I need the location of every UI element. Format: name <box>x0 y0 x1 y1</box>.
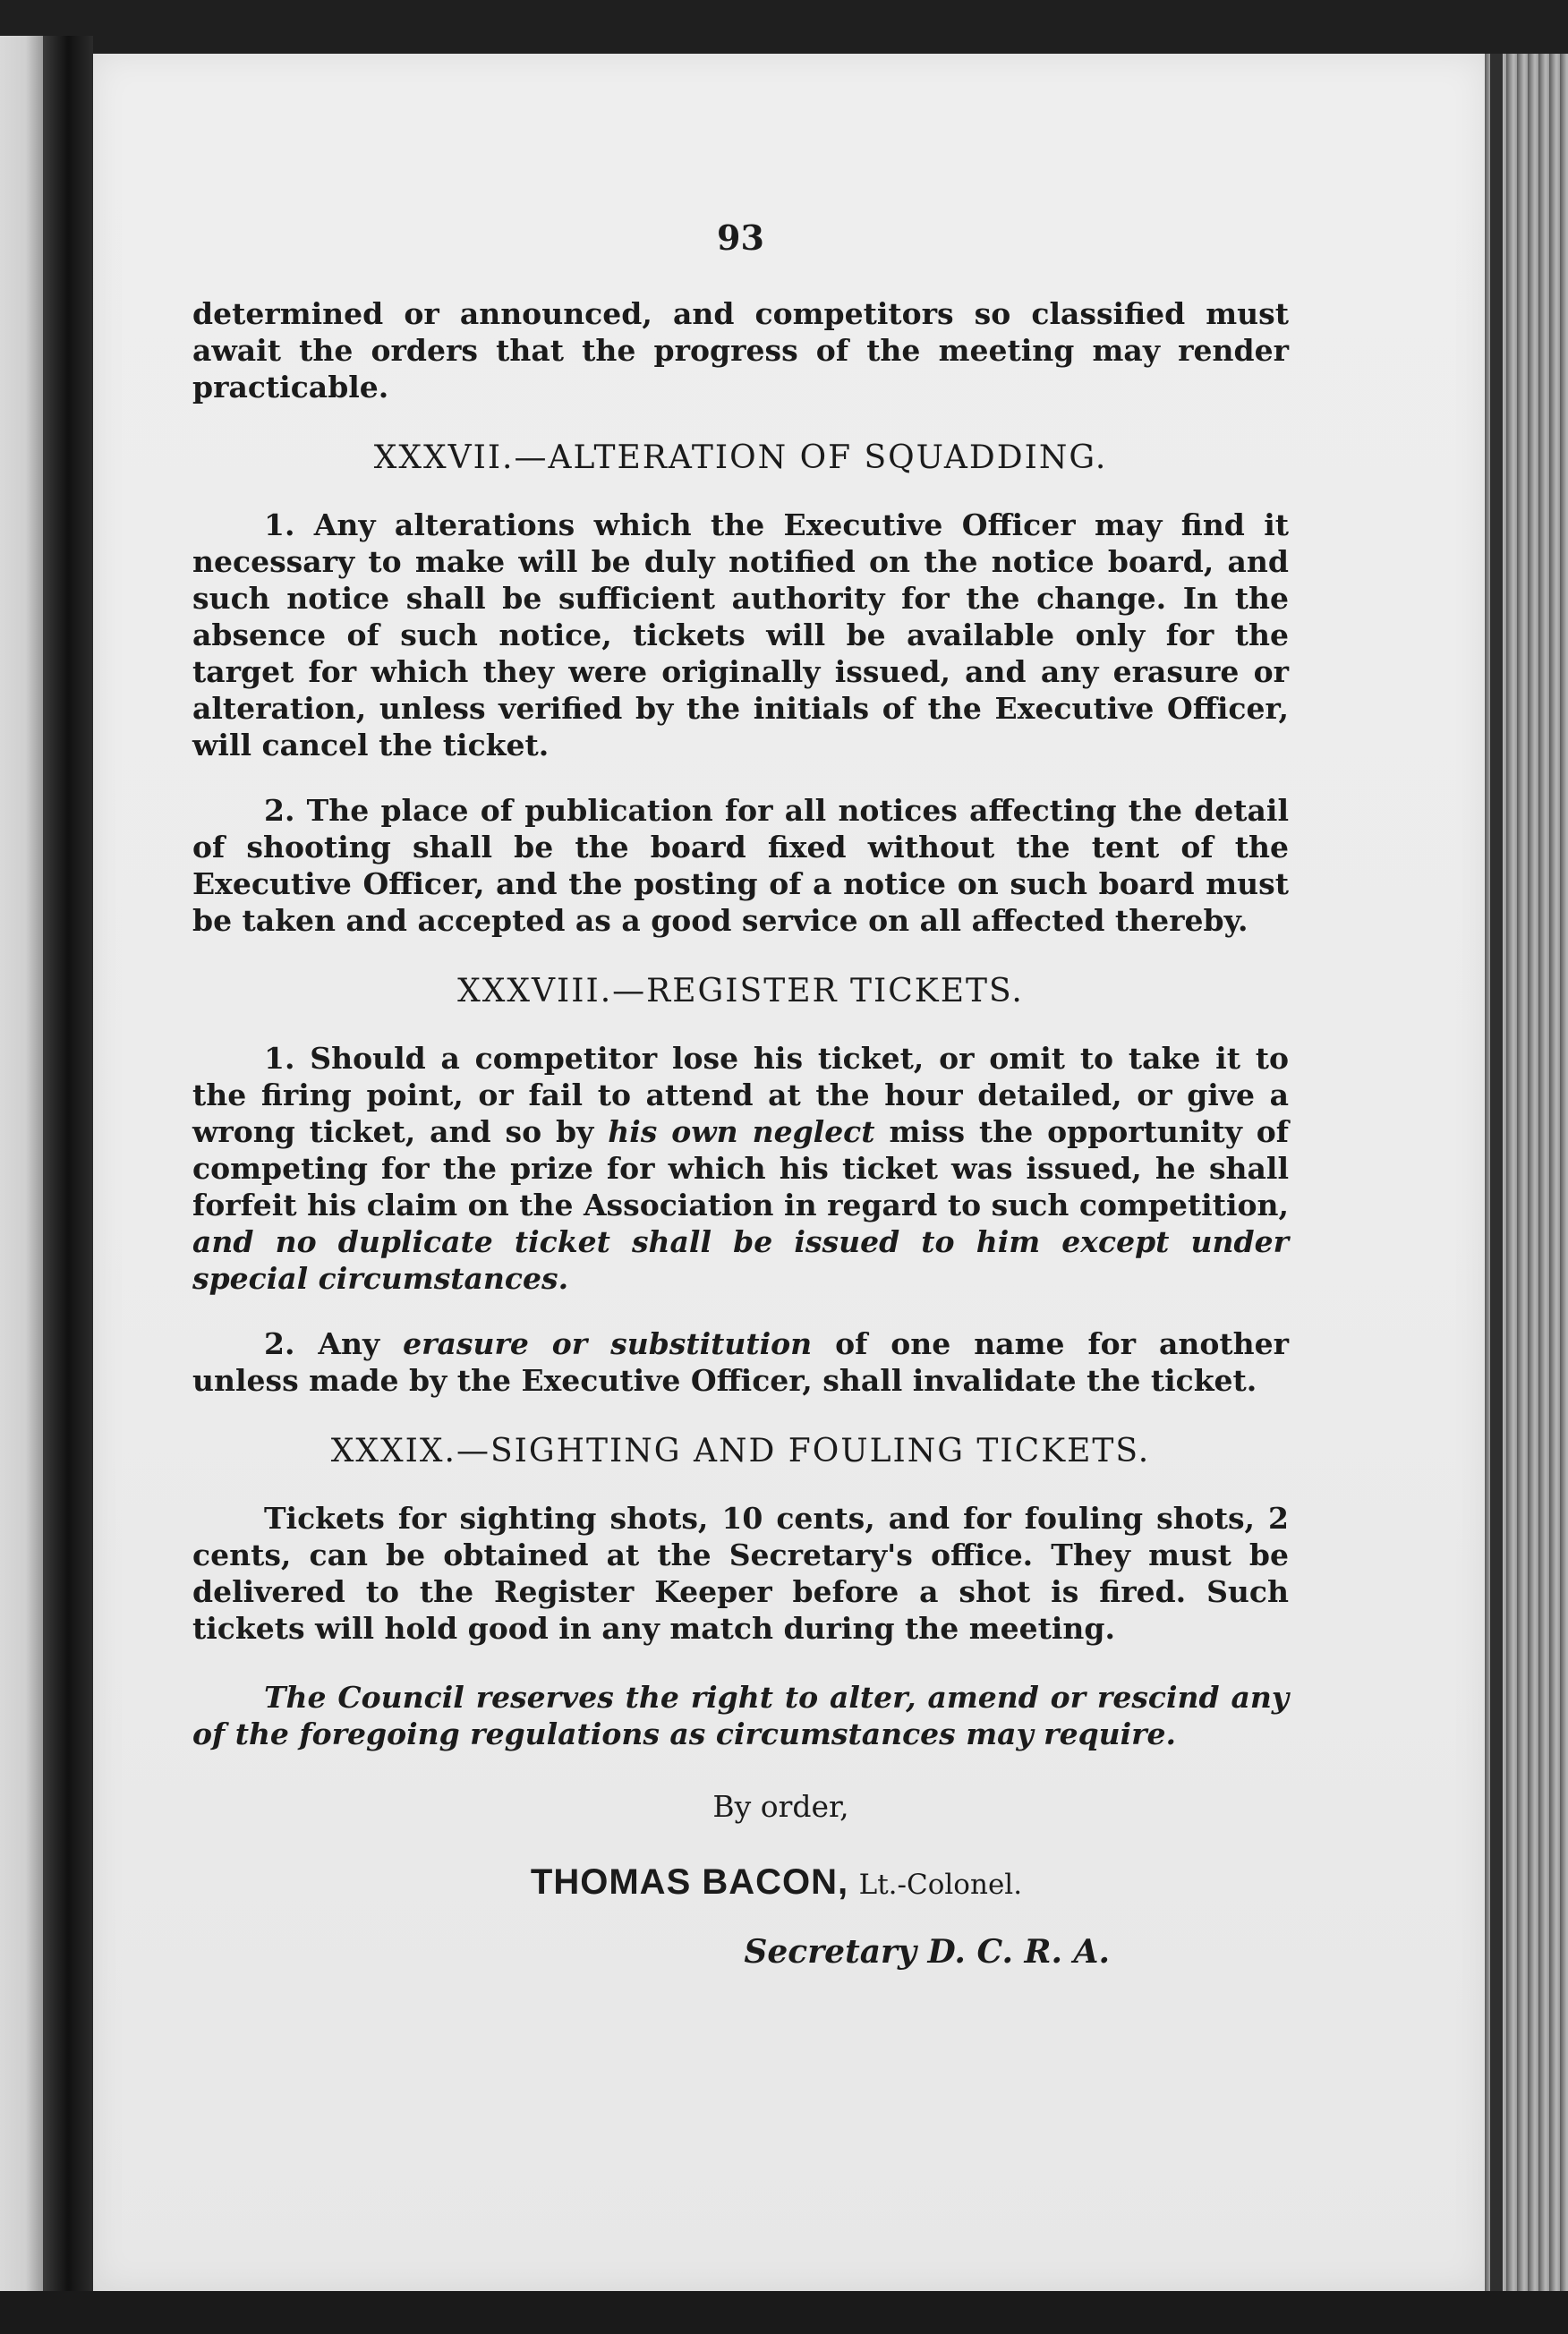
emphasis-erasure: erasure or substitution <box>403 1326 813 1361</box>
text-run: 2. Any <box>264 1326 404 1361</box>
by-order: By order, <box>712 1789 849 1824</box>
section-heading-xxxvii: XXXVII.—ALTERATION OF SQUADDING. <box>373 439 1108 476</box>
section-xxxix-paragraph-1: Tickets for sighting shots, 10 cents, and for fouling shots, 2 cents, can be obtained at the Secretary's office. They must be delivered to the Register Keeper before a shot is fired. Such tickets will hold good in any match during the meeting. <box>192 1501 1289 1646</box>
council-note: The Council reserves the right to alter, amend or rescind any of the foregoing regulations as circumstances may require. <box>192 1680 1289 1751</box>
text-run: 1. Should a competitor lose his ticket, or omit to take it to the firing point, or fail to attend at the hour detailed, or give a wrong ticket, and so by <box>192 1041 1289 1149</box>
emphasis-no-duplicate: and no duplicate ticket shall be issued to him except under special circumstances. <box>192 1224 1289 1296</box>
page-content <box>192 217 1289 1971</box>
signer-title: Secretary D. C. R. A. <box>744 1933 1110 1971</box>
signer-rank: Lt.-Colonel. <box>858 1869 1023 1901</box>
scan-bottom-edge <box>0 2291 1568 2334</box>
page-stack-edge <box>1485 54 1568 2291</box>
page-number: 93 <box>717 217 764 258</box>
section-xxxviii-paragraph-1 <box>192 1040 1289 1297</box>
continuation-paragraph: determined or announced, and competitors so classified must await the orders that the progress of the meeting may render practicable. <box>192 296 1289 405</box>
paragraph-gap <box>192 1297 1289 1325</box>
section-xxxvii-paragraph-2: 2. The place of publication for all notices affecting the detail of shooting shall be the board fixed without the tent of the Executive Officer, and the posting of a notice on such board must be taken and accepted as a good service on all affected thereby. <box>192 793 1289 938</box>
section-heading-xxxix: XXXIX.—SIGHTING AND FOULING TICKETS. <box>330 1433 1151 1469</box>
text-run: of one name for another unless made by the Executive Officer, shall invalidate the ticket. <box>192 1326 1289 1398</box>
emphasis-own-neglect: his own neglect <box>608 1114 875 1149</box>
section-xxxviii-paragraph-2 <box>192 1325 1289 1399</box>
book-spine <box>43 36 93 2300</box>
text-run: miss the opportunity of competing for the prize for which his ticket was issued, he shall forfeit his claim on the Association in regard to such competition, <box>192 1114 1289 1222</box>
section-heading-xxxviii: XXXVIII.—REGISTER TICKETS. <box>457 973 1024 1009</box>
previous-page-edge <box>0 36 43 2300</box>
signature-line <box>192 1864 1289 1904</box>
paragraph-gap <box>192 763 1289 792</box>
section-xxxvii-paragraph-1: 1. Any alterations which the Executive Officer may find it necessary to make will be duly notified on the notice board, and such notice shall be sufficient authority for the change. In the absence of such notice, tickets will be available only for the target for which they were originally issued, and any erasure or alteration, unless verified by the initials of the Executive Officer, will cancel the ticket. <box>192 507 1289 762</box>
signer-name: THOMAS BACON, <box>530 1862 849 1902</box>
